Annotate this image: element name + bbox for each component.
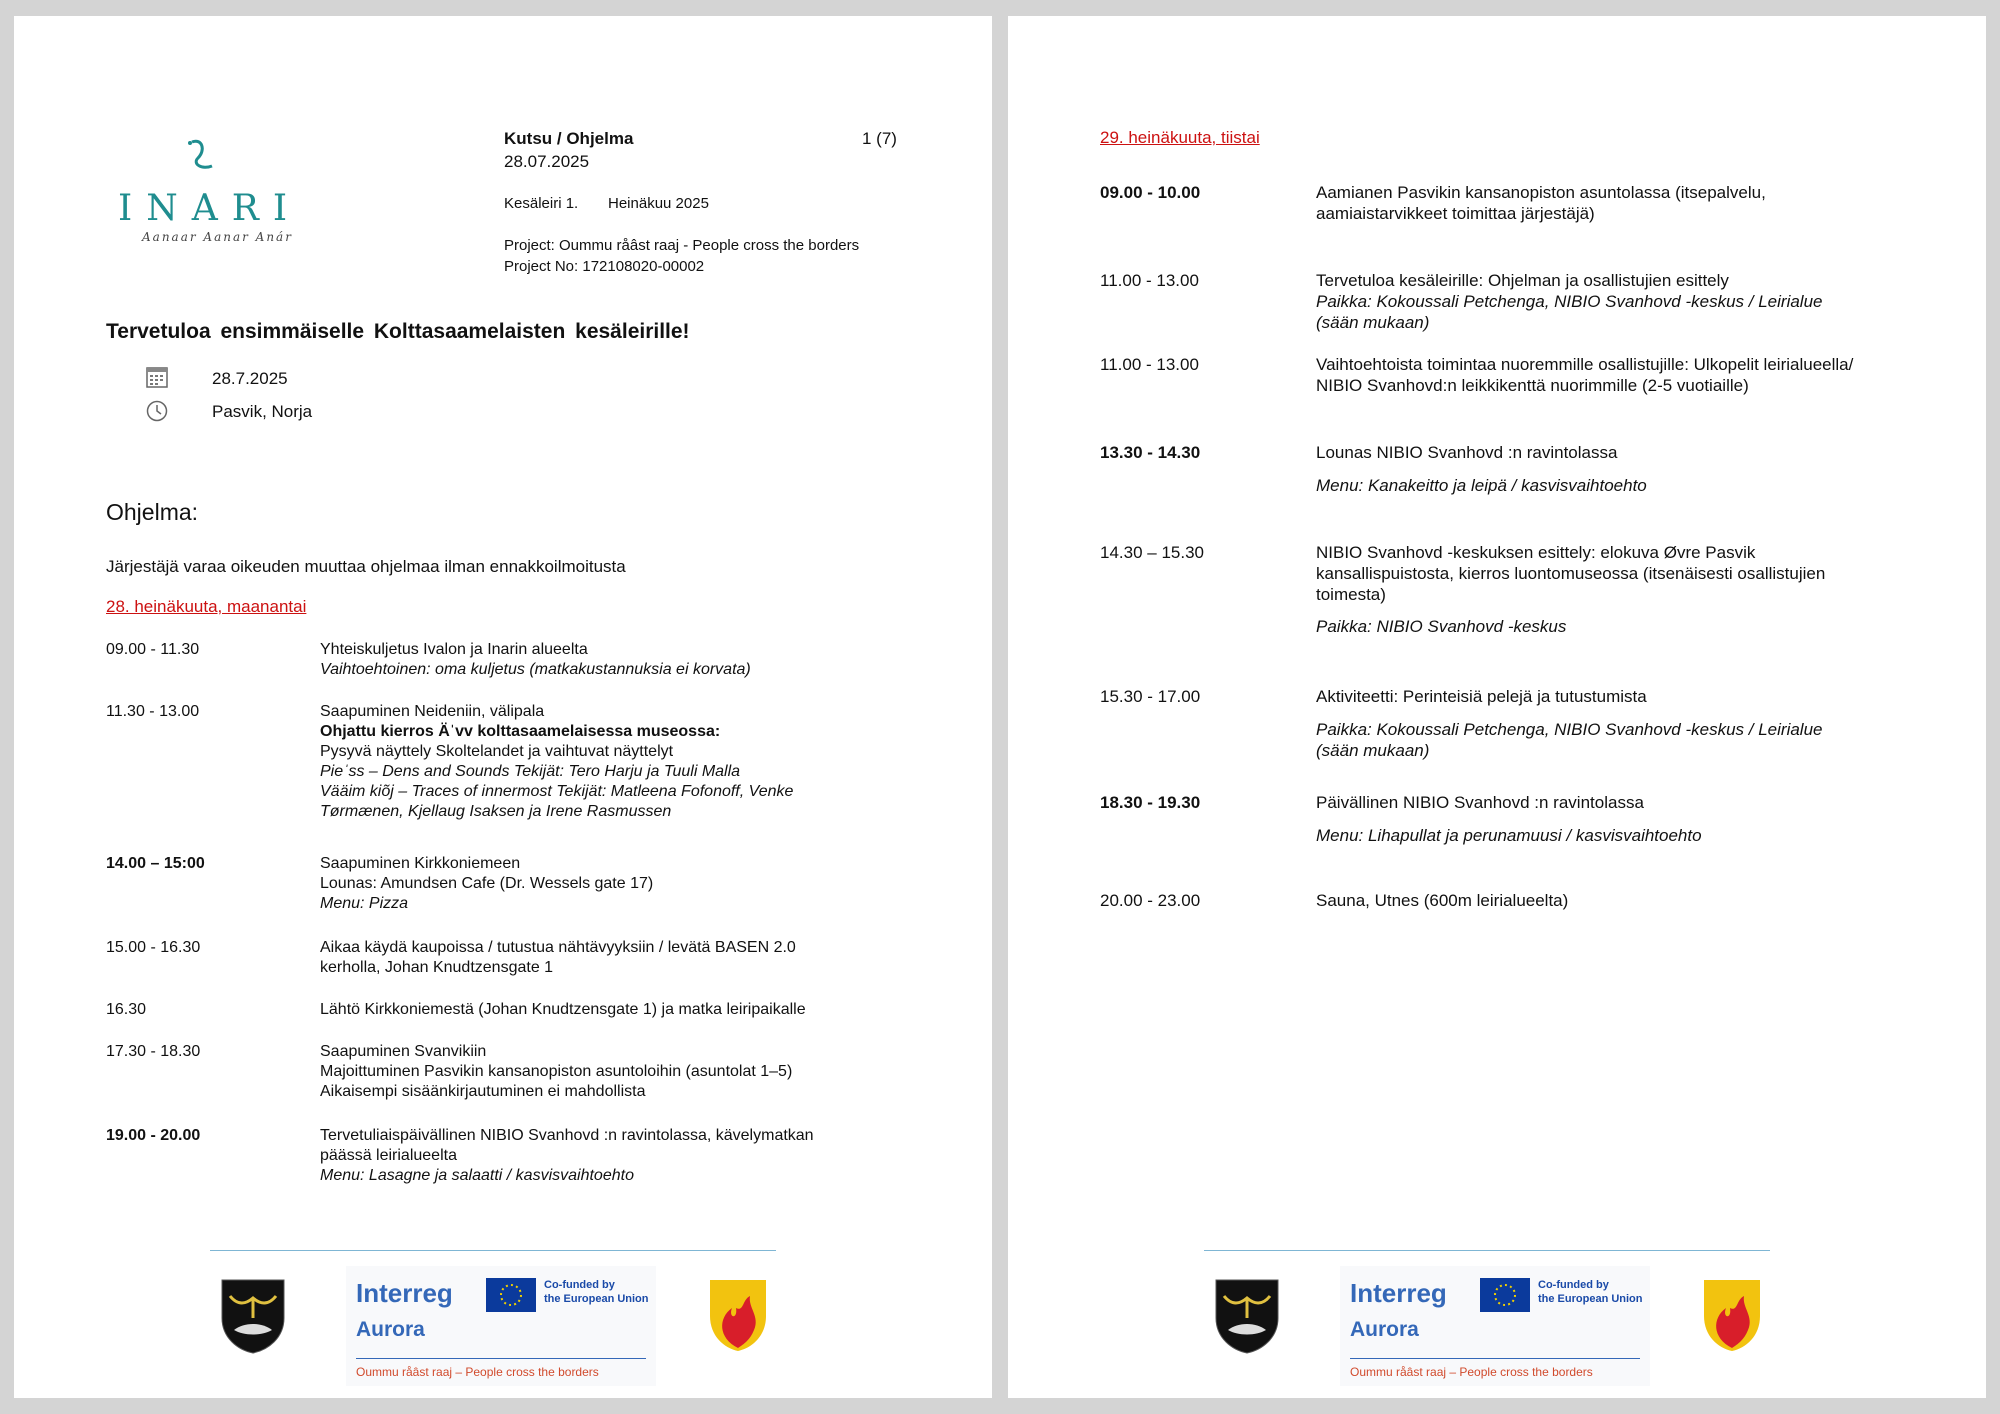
item-line: Paikka: NIBIO Svanhovd -keskus — [1316, 617, 1567, 636]
item-line: Aikaa käydä kaupoissa / tutustua nähtävyyksiin / levätä BASEN 2.0 — [320, 939, 796, 956]
item-line: Aamianen Pasvikin kansanopiston asuntolassa (itsepalvelu, — [1316, 183, 1766, 202]
item-line: Paikka: Kokoussali Petchenga, NIBIO Svanhovd -keskus / Leirialue — [1316, 292, 1823, 311]
item-line: Saapuminen Neideniin, välipala — [320, 703, 545, 720]
item-time: 11.00 - 13.00 — [1100, 271, 1199, 290]
page-title: Tervetuloa ensimmäiselle Kolttasaamelaisten kesäleirille! — [106, 320, 690, 343]
item-line: Sauna, Utnes (600m leirialueelta) — [1316, 891, 1569, 910]
item-time: 11.00 - 13.00 — [1100, 355, 1199, 374]
reindeer-coat-of-arms-icon — [1214, 1278, 1280, 1354]
item-line: Majoittuminen Pasvikin kansanopiston asuntoloihin (asuntolat 1–5) — [320, 1063, 793, 1080]
camp-label: Kesäleiri 1. — [504, 195, 579, 212]
eu-flag-icon — [1480, 1278, 1530, 1312]
item-line: Lähtö Kirkkoniemestä (Johan Knudtzensgate 1) ja matka leiripaikalle — [320, 1001, 806, 1018]
program-disclaimer: Järjestäjä varaa oikeuden muuttaa ohjelmaa ilman ennakkoilmoitusta — [106, 557, 626, 576]
eu-text-line: the European Union — [1538, 1293, 1643, 1305]
logo-subtitle: Aanaar Aanar Anár — [142, 230, 293, 244]
schedule-item — [320, 1000, 806, 1020]
aurora-tagline: Oummu råâst raaj – People cross the borders — [1350, 1365, 1593, 1379]
schedule-item — [320, 1126, 814, 1186]
item-line: Tørmænen, Kjellaug Isaksen ja Irene Rasmussen — [320, 803, 672, 820]
aurora-wordmark: Aurora — [1350, 1318, 1419, 1341]
schedule-item — [1316, 792, 1702, 846]
item-time: 15.30 - 17.00 — [1100, 687, 1201, 706]
swan-icon — [172, 136, 232, 186]
interreg-wordmark: Interreg — [1350, 1278, 1447, 1308]
item-line: Päivällinen NIBIO Svanhovd :n ravintolassa — [1316, 793, 1644, 812]
schedule-item — [320, 640, 751, 680]
item-line: Menu: Lihapullat ja perunamuusi / kasvisvaihtoehto — [1316, 826, 1702, 845]
item-time: 19.00 - 20.00 — [106, 1127, 201, 1144]
aurora-divider — [356, 1358, 646, 1359]
eu-cofunded-text — [1538, 1278, 1643, 1306]
item-line: Pieˈss – Dens and Sounds Tekijät: Tero Harju ja Tuuli Malla — [320, 763, 741, 780]
schedule-item — [320, 938, 796, 978]
clock-icon — [146, 400, 168, 422]
item-line: toimesta) — [1316, 585, 1386, 604]
schedule-item — [320, 854, 653, 914]
eu-text-line: Co-funded by — [1538, 1279, 1609, 1291]
item-line: Saapuminen Kirkkoniemeen — [320, 855, 521, 872]
interreg-aurora-logo — [346, 1266, 656, 1386]
flame-coat-of-arms-icon — [1702, 1278, 1762, 1352]
item-line: (sään mukaan) — [1316, 313, 1430, 332]
project-number: Project No: 172108020-00002 — [504, 258, 705, 275]
aurora-divider — [1350, 1358, 1640, 1359]
item-line: NIBIO Svanhovd:n leikkikenttä nuorimmille (2-5 vuotiaille) — [1316, 376, 1749, 395]
schedule-item — [1316, 442, 1647, 496]
flame-coat-of-arms-icon — [708, 1278, 768, 1352]
item-line: Aktiviteetti: Perinteisiä pelejä ja tutustumista — [1316, 687, 1647, 706]
item-line: Menu: Lasagne ja salaatti / kasvisvaihtoehto — [320, 1167, 634, 1184]
footer-rule — [210, 1250, 776, 1251]
schedule-item — [1316, 890, 1568, 911]
item-time: 15.00 - 16.30 — [106, 939, 201, 956]
reindeer-coat-of-arms-icon — [220, 1278, 286, 1354]
item-time: 09.00 - 11.30 — [106, 641, 200, 658]
item-line: Ohjattu kierros Äˈvv kolttasaamelaisessa museossa: — [320, 723, 721, 740]
item-line: kansallispuistosta, kierros luontomuseossa (itsenäisesti osallistujien — [1316, 564, 1826, 583]
camp-month: Heinäkuu 2025 — [608, 195, 709, 212]
item-line: Pysyvä näyttely Skoltelandet ja vaihtuvat näyttelyt — [320, 743, 674, 760]
item-line: NIBIO Svanhovd -keskuksen esittely: elokuva Øvre Pasvik — [1316, 543, 1756, 562]
item-line: Tervetuliaispäivällinen NIBIO Svanhovd :n ravintolassa, kävelymatkan — [320, 1127, 814, 1144]
item-line: Menu: Pizza — [320, 895, 409, 912]
item-line: Vaihtoehtoista toimintaa nuoremmille osallistujille: Ulkopelit leirialueella/ — [1316, 355, 1854, 374]
item-time: 18.30 - 19.30 — [1100, 793, 1201, 812]
logo-wordmark: INARI — [118, 188, 302, 229]
footer-rule — [1204, 1250, 1770, 1251]
item-time: 14.30 – 15.30 — [1100, 543, 1204, 562]
doc-type: Kutsu / Ohjelma — [504, 129, 634, 148]
document-page-2 — [1008, 16, 1986, 1398]
eu-cofunded-text — [544, 1278, 649, 1306]
event-date: 28.7.2025 — [212, 369, 288, 388]
aurora-wordmark: Aurora — [356, 1318, 425, 1341]
event-place: Pasvik, Norja — [212, 402, 313, 421]
item-line: Vaihtoehtoinen: oma kuljetus (matkakustannuksia ei korvata) — [320, 661, 751, 678]
item-line: Yhteiskuljetus Ivalon ja Inarin alueelta — [320, 641, 588, 658]
schedule-item — [1316, 542, 1825, 637]
item-line: Paikka: Kokoussali Petchenga, NIBIO Svanhovd -keskus / Leirialue — [1316, 720, 1823, 739]
interreg-wordmark: Interreg — [356, 1278, 453, 1308]
item-time: 16.30 — [106, 1001, 147, 1018]
program-heading: Ohjelma: — [106, 499, 199, 525]
item-line: (sään mukaan) — [1316, 741, 1430, 760]
eu-text-line: the European Union — [544, 1293, 649, 1305]
item-line: aamiaistarvikkeet toimittaa järjestäjä) — [1316, 204, 1595, 223]
item-time: 13.30 - 14.30 — [1100, 443, 1201, 462]
schedule-item — [1316, 270, 1823, 333]
item-time: 17.30 - 18.30 — [106, 1043, 201, 1060]
day-heading-monday: 28. heinäkuuta, maanantai — [106, 597, 307, 616]
calendar-icon — [146, 366, 168, 388]
item-time: 11.30 - 13.00 — [106, 703, 200, 720]
schedule-item — [1316, 182, 1766, 224]
item-line: kerholla, Johan Knudtzensgate 1 — [320, 959, 554, 976]
item-line: Tervetuloa kesäleirille: Ohjelman ja osallistujien esittely — [1316, 271, 1729, 290]
item-time: 14.00 – 15:00 — [106, 855, 205, 872]
eu-flag-icon — [486, 1278, 536, 1312]
page-number: 1 (7) — [862, 129, 897, 148]
aurora-tagline: Oummu råâst raaj – People cross the borders — [356, 1365, 599, 1379]
document-page-1 — [14, 16, 992, 1398]
item-time: 09.00 - 10.00 — [1100, 183, 1201, 202]
item-line: Saapuminen Svanvikiin — [320, 1043, 487, 1060]
schedule-item — [320, 702, 793, 822]
schedule-item — [320, 1042, 792, 1102]
item-line: Vääim kiõj – Traces of innermost Tekijät: Matleena Fofonoff, Venke — [320, 783, 794, 800]
inari-logo — [114, 136, 314, 246]
item-line: Menu: Kanakeitto ja leipä / kasvisvaihtoehto — [1316, 476, 1647, 495]
doc-date: 28.07.2025 — [504, 152, 590, 171]
schedule-item — [1316, 354, 1853, 396]
interreg-aurora-logo — [1340, 1266, 1650, 1386]
day-heading-tuesday: 29. heinäkuuta, tiistai — [1100, 128, 1260, 147]
item-line: Aikaisempi sisäänkirjautuminen ei mahdollista — [320, 1083, 646, 1100]
item-line: Lounas NIBIO Svanhovd :n ravintolassa — [1316, 443, 1618, 462]
project-name: Project: Oummu råâst raaj - People cross the borders — [504, 237, 860, 254]
schedule-item — [1316, 686, 1823, 761]
eu-text-line: Co-funded by — [544, 1279, 615, 1291]
item-line: Lounas: Amundsen Cafe (Dr. Wessels gate 17) — [320, 875, 654, 892]
item-time: 20.00 - 23.00 — [1100, 891, 1201, 910]
item-line: päässä leirialueelta — [320, 1147, 457, 1164]
